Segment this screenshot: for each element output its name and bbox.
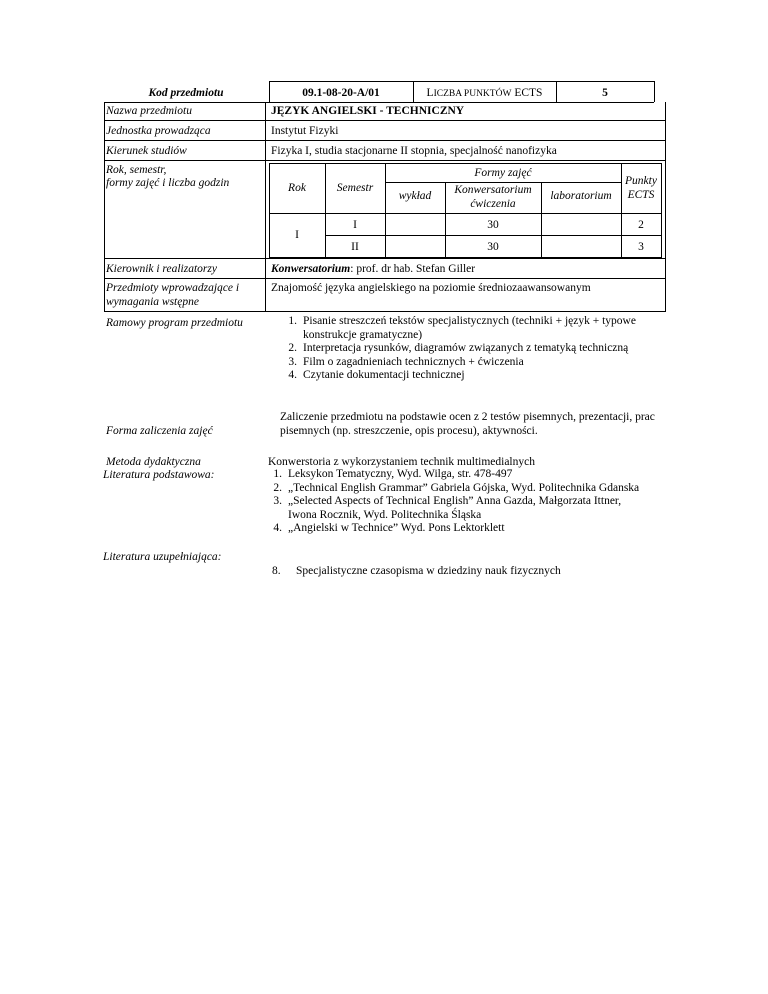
kierunek-label: Kierunek studiów [106,145,187,157]
konw-1: 30 [487,219,499,231]
list-item: 3. „Selected Aspects of Technical English” Anna Gazda, Małgorzata Ittner, Iwona Rocznik, Wyd. Politechnika Śląska [273,495,622,521]
rok-label-line2: formy zajęć i liczba godzin [106,177,230,189]
col-laboratorium: laboratorium [550,190,612,202]
przedmioty-label-line2: wymagania wstępne [106,296,199,308]
semestr-2: II [351,241,359,253]
col-rok: Rok [288,182,306,194]
forma-line2: pisemnych (np. streszczenie, opis procesu), aktywności. [280,425,538,437]
przedmioty-label-line1: Przedmioty wprowadzające i [106,282,240,294]
przedmioty-value: Znajomość języka angielskiego na poziomie średniozaawansowanym [271,282,591,294]
ects-label: LICZBA PUNKTÓW ECTS [426,87,543,99]
kod-value: 09.1-08-20-A/01 [302,87,380,99]
jednostka-label: Jednostka prowadząca [106,125,211,137]
literatura-list: 1. Leksykon Tematyczny, Wyd. Wilga, str. 478-497 2. „Technical English Grammar” Gabriela Gójska, Wyd. Politechnika Gdanska 3. „Selected Aspects of Technical English” Anna Gazda, Małgorzata Ittner, Iwona Rocznik, Wyd. Politechnika Śląska 4. „Angielski w Technice” Wyd. Pons Lektorklett [268,468,688,538]
kierownik-label: Kierownik i realizatorzy [106,263,217,275]
kierownik-value: Konwersatorium: prof. dr hab. Stefan Giller [271,263,476,275]
program-label: Ramowy program przedmiotu [106,317,243,329]
col-group-formy: Formy zajęć [474,167,532,179]
col-ects-1: Punkty [625,175,657,187]
uzupelniajaca-num: 8. [272,565,281,577]
rok-label-line1: Rok, semestr, [106,164,167,176]
nazwa-label: Nazwa przedmiotu [106,105,192,117]
metoda-value: Konwerstoria z wykorzystaniem technik multimedialnych [268,456,535,468]
col-wyklad: wykład [398,190,432,202]
metoda-label: Metoda dydaktyczna [106,456,201,468]
semestr-1: I [353,219,357,231]
col-semestr: Semestr [336,182,374,194]
nazwa-value: JĘZYK ANGIELSKI - TECHNICZNY [271,105,465,117]
program-list: 1. Pisanie streszczeń tekstów specjalistycznych (techniki + język + typowe konstrukcje gramatyczne) 2. Interpretacja rysunków, diagramów związanych z tematyką techniczną 3. Film o zagadnieniach technicznych + ćwiczenia 4. Czytanie dokumentacji technicznej [283,315,673,385]
col-cwiczenia: ćwiczenia [470,198,516,210]
uzupelniajaca-value: Specjalistyczne czasopisma w dziedziny nauk fizycznych [296,565,561,577]
col-konwersatorium: Konwersatorium [454,184,532,196]
rok-value: I [295,229,299,241]
col-ects-2: ECTS [627,189,655,201]
forma-line1: Zaliczenie przedmiotu na podstawie ocen z 2 testów pisemnych, prezentacji, prac [280,411,655,423]
kod-label: Kod przedmiotu [148,87,224,99]
ects-1: 2 [638,219,644,231]
literatura-label: Literatura podstawowa: [103,469,215,481]
kierunek-value: Fizyka I, studia stacjonarne II stopnia, specjalność nanofizyka [271,145,557,157]
konw-2: 30 [487,241,499,253]
uzupelniajaca-label: Literatura uzupełniająca: [103,551,222,563]
ects-value: 5 [602,87,608,99]
list-item: 1. Pisanie streszczeń tekstów specjalistycznych (techniki + język + typowe konstrukcje gramatyczne) [288,315,636,341]
jednostka-value: Instytut Fizyki [271,125,339,137]
forma-label: Forma zaliczenia zajęć [106,425,213,437]
ects-2: 3 [638,241,644,253]
